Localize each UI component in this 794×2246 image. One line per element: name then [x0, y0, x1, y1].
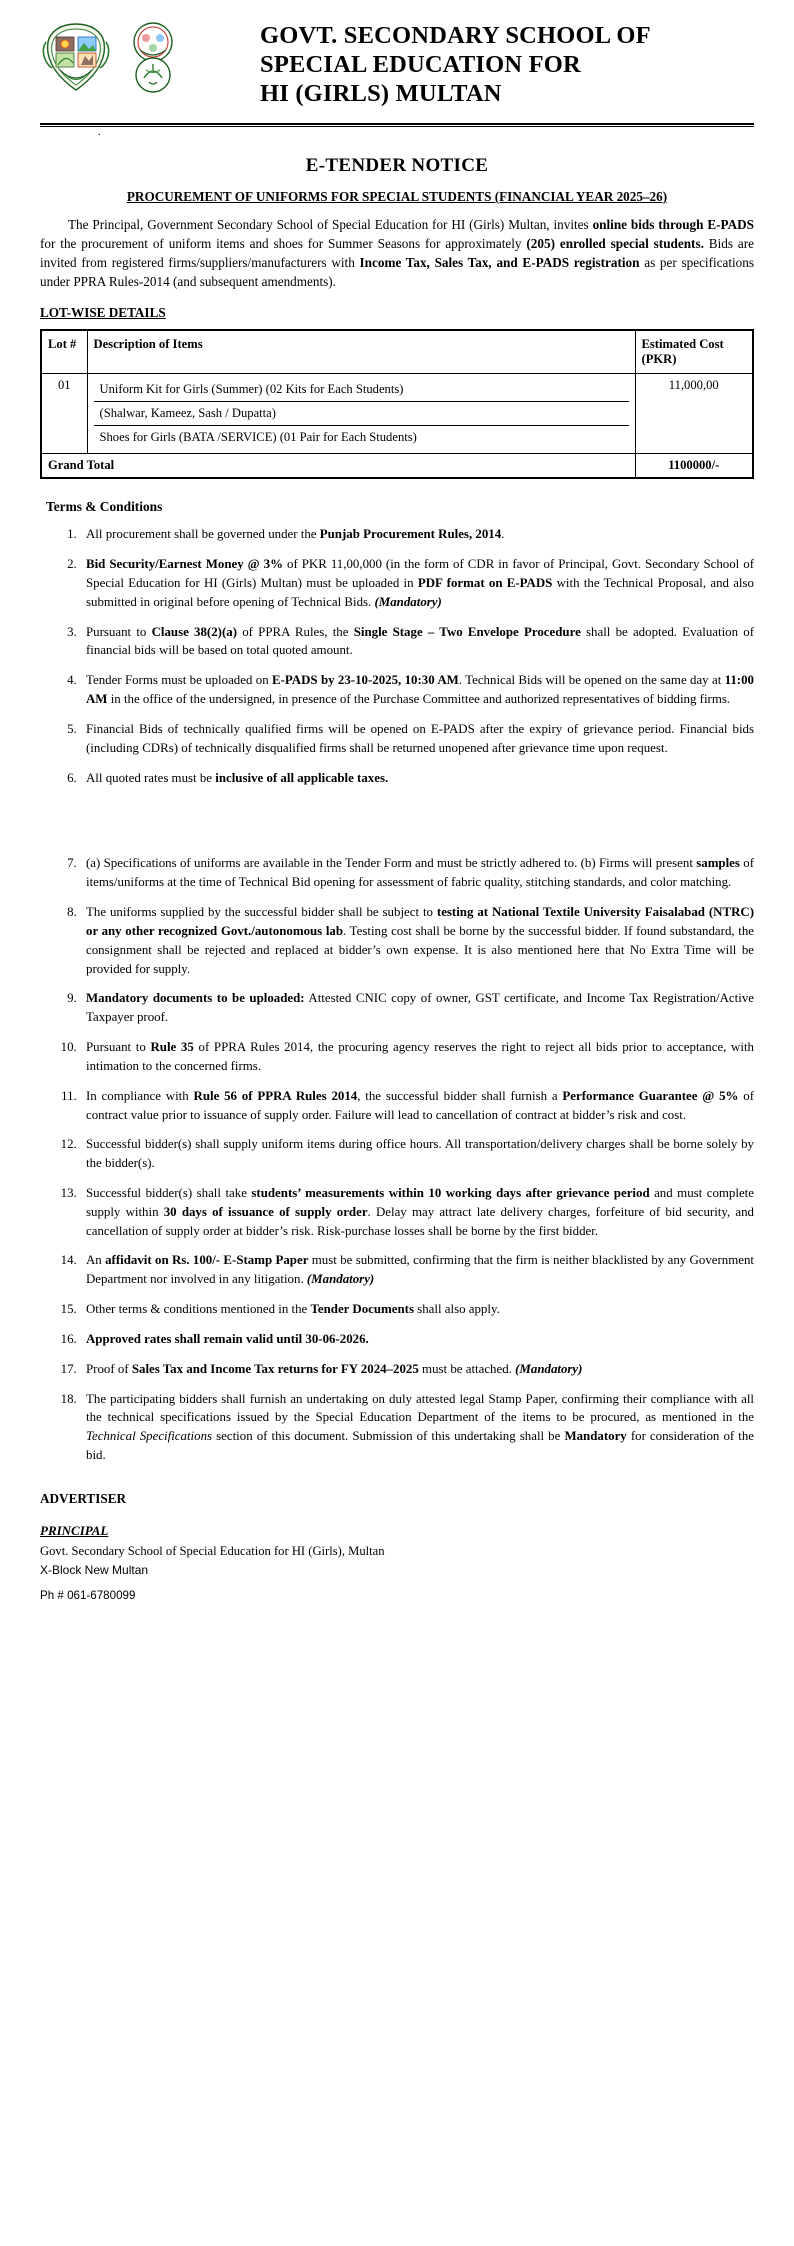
table-header-row [41, 330, 753, 374]
org-line-3: HI (GIRLS) MULTAN [260, 79, 502, 107]
letterhead [40, 14, 754, 109]
document-title: E-TENDER NOTICE [305, 154, 489, 176]
principal-label: PRINCIPAL [40, 1522, 109, 1538]
cell-item-descriptions [87, 374, 635, 454]
header-dot: . [98, 126, 101, 138]
term-item-11: 11. In compliance with Rule 56 of PPRA Rules 2014, the successful bidder shall furnish a Performance Guarantee @ 5% of contract value prior to issuance of supply order. Failure will lead to cancellation of contract at bidder’s risk and cost. [80, 1087, 754, 1125]
term-item-18: 18. The participating bidders shall furnish an undertaking on duly attested legal Stamp Paper, confirming their compliance with all the technical specifications issued by the Special Education Department of the items to be procured, as mentioned in the Technical Specifications section of this document. Submission of this undertaking shall be Mandatory for consideration of the bid. [80, 1390, 754, 1465]
term-item-15: 15. Other terms & conditions mentioned in the Tender Documents shall also apply. [80, 1300, 754, 1319]
column-header-description: Description of Items [87, 330, 635, 374]
term-item-6: 6. All quoted rates must be inclusive of all applicable taxes. [80, 769, 754, 788]
term-item-9: 9. Mandatory documents to be uploaded: Attested CNIC copy of owner, GST certificate, and Income Tax Registration/Active Taxpayer proof. [80, 989, 754, 1027]
term-item-17: 17. Proof of Sales Tax and Income Tax returns for FY 2024–2025 must be attached. (Mandatory) [80, 1360, 754, 1379]
address-line-2: X-Block New Multan [40, 1562, 149, 1577]
page-break-gap [40, 798, 754, 854]
logo-group [40, 18, 250, 98]
lot-section-heading: LOT-WISE DETAILS [40, 305, 166, 321]
item-line-1: Uniform Kit for Girls (Summer) (02 Kits for Each Students) [94, 378, 629, 402]
grand-total-value: 1100000/- [635, 454, 753, 479]
address-line-1: Govt. Secondary School of Special Education for HI (Girls), Multan [40, 1543, 385, 1558]
grand-total-label: Grand Total [41, 454, 635, 479]
item-line-2: (Shalwar, Kameez, Sash / Dupatta) [94, 402, 629, 426]
term-item-8: 8. The uniforms supplied by the successful bidder shall be subject to testing at National Textile University Faisalabad (NTRC) or any other recognized Govt./autonomous lab. Testing cost shall be borne by the successful bidder. If found substandard, the consignment shall be rejected and replaced at bidder’s own expense. It is also mentioned here that No Extra Time will be provided for supply. [80, 903, 754, 978]
column-header-lot: Lot # [41, 330, 87, 374]
intro-paragraph: The Principal, Government Secondary School of Special Education for HI (Girls) Multan, invites online bids through E-PADS for the procurement of uniform items and shoes for Summer Seasons for approximately (205) enrolled special students. Bids are invited from registered firms/suppliers/manufacturers with Income Tax, Sales Tax, and E-PADS registration as per specifications under PPRA Rules-2014 (and subsequent amendments). [40, 216, 755, 290]
phone-number: Ph # 061-6780099 [40, 1588, 136, 1602]
punjab-government-crest-icon [40, 20, 112, 94]
term-item-1: 1. All procurement shall be governed under the Punjab Procurement Rules, 2014. [80, 525, 754, 544]
advertiser-label: ADVERTISER [40, 1490, 127, 1506]
cell-lot-number: 01 [41, 374, 87, 454]
term-item-5: 5. Financial Bids of technically qualified firms will be opened on E-PADS after the expiry of grievance period. Financial bids (including CDRs) of technically disqualified firms shall be returned unopened after grievance time upon request. [80, 720, 754, 758]
column-header-cost: Estimated Cost (PKR) [635, 330, 753, 374]
item-line-3: Shoes for Girls (BATA /SERVICE) (01 Pair for Each Students) [99, 430, 417, 445]
document-subtitle: PROCUREMENT OF UNIFORMS FOR SPECIAL STUDENTS (FINANCIAL YEAR 2025–26) [126, 188, 668, 204]
cell-estimated-cost: 11,000,00 [635, 374, 753, 454]
term-item-14: 14. An affidavit on Rs. 100/- E-Stamp Paper must be submitted, confirming that the firm is neither blacklisted by any Government Department nor involved in any litigation. (Mandatory) [80, 1251, 754, 1289]
terms-heading: Terms & Conditions [46, 499, 163, 515]
terms-list-continued [46, 854, 754, 1465]
term-item-3: 3. Pursuant to Clause 38(2)(a) of PPRA Rules, the Single Stage – Two Envelope Procedure shall be adopted. Evaluation of financial bids will be based on total quoted amount. [80, 623, 754, 661]
term-item-13: 13. Successful bidder(s) shall take students’ measurements within 10 working days after grievance period and must complete supply within 30 days of issuance of supply order. Delay may attract late delivery charges, forfeiture of bid security, and cancellation of supply order at bidder’s risk. Risk-purchase losses shall be borne by the first bidder. [80, 1184, 754, 1240]
term-item-4: 4. Tender Forms must be uploaded on E-PADS by 23-10-2025, 10:30 AM. Technical Bids will be opened on the same day at 11:00 AM in the office of the undersigned, in presence of the Purchase Committee and authorized representatives of bidding firms. [80, 671, 754, 709]
document-footer [40, 1491, 754, 1602]
table-row-grand-total [41, 454, 753, 479]
lot-details-table [40, 329, 754, 479]
term-item-2: 2. Bid Security/Earnest Money @ 3% of PKR 11,00,000 (in the form of CDR in favor of Principal, Govt. Secondary School of Special Education for HI (Girls) Multan) must be uploaded in PDF format on E-PADS with the Technical Proposal, and also submitted in original before opening of Technical Bids. (Mandatory) [80, 555, 754, 611]
term-item-7: 7. (a) Specifications of uniforms are available in the Tender Form and must be strictly adhered to. (b) Firms will present samples of items/uniforms at the time of Technical Bid opening for assessment of fabric quality, stitching standards, and color matching. [80, 854, 754, 892]
term-item-12: 12. Successful bidder(s) shall supply uniform items during office hours. All transportation/delivery charges shall be borne solely by the bidder(s). [80, 1135, 754, 1173]
page-title [260, 18, 754, 109]
org-line-1: GOVT. SECONDARY SCHOOL OF [260, 22, 651, 49]
term-item-16: 16. Approved rates shall remain valid until 30-06-2026. [80, 1330, 754, 1349]
special-education-department-logo-icon [118, 20, 188, 98]
terms-list [46, 525, 754, 787]
term-item-10: 10. Pursuant to Rule 35 of PPRA Rules 2014, the procuring agency reserves the right to reject all bids prior to acceptance, with intimation to the concerned firms. [80, 1038, 754, 1076]
org-line-2: SPECIAL EDUCATION FOR [260, 50, 581, 78]
table-row [41, 374, 753, 454]
